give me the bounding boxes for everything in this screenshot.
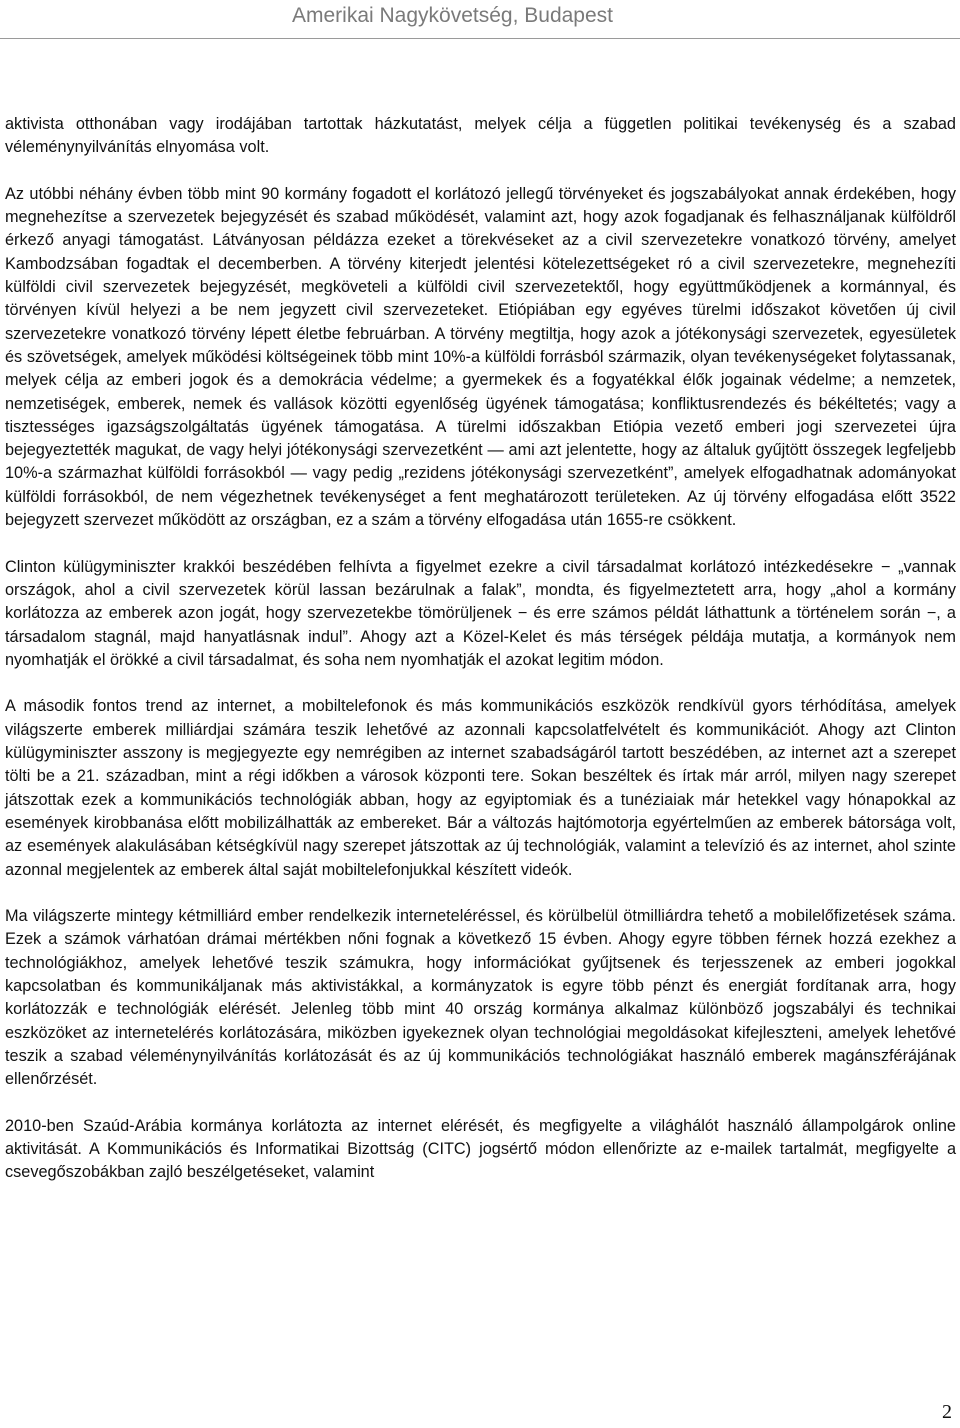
paragraph: Az utóbbi néhány évben több mint 90 kormány fogadott el korlátozó jellegű törvényeket és jogszabályokat annak érdekében, hogy megnehezítse a szervezetek bejegyzését és szabad működését, valamint azt, hogy azok fogadjanak és felhasználjanak külföldről érkező anyagi támogatást. Látványosan példázza ezeket a törekvéseket az a civil szervezetekre vonatkozó törvény, amelyet Kambodzsában fogadtak el decemberben. A törvény kiterjedt jelentési kötelezettségeket ró a civil szervezetekre, megnehezíti külföldi civil szervezetek bejegyzését, megköveteli a külföldi civil szervezetektől, hogy együttműködjenek a kormánnyal, és törvényen kívül helyezi a be nem jegyzett civil szervezeteket. Etiópiában egy egyéves türelmi időszakot követően új civil szervezetekre vonatkozó törvény lépett életbe februárban. A törvény megtiltja, hogy azok a jótékonysági szervezetek, egyesületek és szövetségek, amelyek működési költségeinek több mint 10%-a külföldi forrásból származik, olyan tevékenységeket folytassanak, melyek célja az emberi jogok és a demokrácia védelme; a gyermekek és a fogyatékkal élők jogainak védelme; a nemzetek, nemzetiségek, emberek, nemek és vallások közötti egyenlőség ügyének támogatása; konfliktusrendezés és békéltetés; vagy a tisztességes igazságszolgáltatás ügyének támogatása. A türelmi időszakban Etiópia vezető emberi jogi szervezetei újra bejegyeztették magukat, de vagy helyi jótékonysági szervezetként — ami azt jelentette, hogy az általuk gyűjtött összegek legfeljebb 10%-a származhat külföldi forrásokból — vagy pedig „rezidens jótékonysági szervezetként”, amelyek elfogadhatnak adományokat külföldi forrásokból, de nem végezhetnek tevékenységet a fent meghatározott területeken. Az új törvény elfogadása előtt 3522 bejegyzett szervezet működött az országban, ez a szám a törvény elfogadása után 1655-re csökkent. bbox=[5, 184, 956, 530]
paragraph: Clinton külügyminiszter krakkói beszédében felhívta a figyelmet ezekre a civil társadalmat korlátozó intézkedésekre − „vannak országok, ahol a civil szervezetek körül lassan bezárulnak a falak”, mondta, és figyelmeztetett arra, hogy „ahol a kormány korlátozza az emberek azon jogát, hogy szervezetekbe tömörüljenek − és erre számos példát láthattunk a történelem során −, a társadalom stagnál, majd hanyatlásnak indul”. Ahogy azt a Közel-Kelet és más térségek példája mutatja, a kormányok nem nyomhatják el örökké a civil társadalmat, és soha nem nyomhatják el azokat legitim módon. bbox=[5, 557, 956, 669]
paragraph: 2010-ben Szaúd-Arábia kormánya korlátozta az internet elérését, és megfigyelte a világhálót használó állampolgárok online aktivitását. A Kommunikációs és Informatikai Bizottság (CITC) jogsértő módon ellenőrizte az e-mailek tartalmát, megfigyelte a csevegőszobákban zajló beszélgetéseket, valamint bbox=[5, 1116, 956, 1182]
paragraph: A második fontos trend az internet, a mobiltelefonok és más kommunikációs eszközök rendkívül gyors térhódítása, amelyek világszerte emberek milliárdjai számára teszik lehetővé az azonnali kapcsolatfelvételt és kommunikációt. Ahogy azt Clinton külügyminiszter asszony is megjegyezte egy nemrégiben az internet szabadságáról tartott beszédében, az internet azt a szerepet tölti be a 21. században, mint a régi időkben a városok központi tere. Sokan beszéltek és írtak már arról, milyen nagy szerepet játszottak ezek a kommunikációs technológiák abban, hogy az egyiptomiak és a tunéziaiak már hetekkel vagy hónapokkal az események kirobbanása előtt mobilizálhatták az embereket. Bár a változás hajtómotorja egyértelműen az emberek bátorsága volt, az események alakulásában kétségkívül nagy szerepet játszottak az új technológiák, valamint a televízió és az internet, ahol szinte azonnal megjelentek az emberek által saját mobiltelefonjukkal készített videók. bbox=[5, 697, 956, 879]
paragraph: Ma világszerte mintegy kétmilliárd ember rendelkezik interneteléréssel, és körülbelül ötmilliárdra tehető a mobilelőfizetések száma. Ezek a számok várhatóan drámai mértékben nőni fognak a következő 15 évben. Ahogy egyre többen férnek hozzá ezekhez a technológiákhoz, amelyek lehetővé teszik számukra, hogy információkat gyűjtsenek és terjesszenek az emberi jogokkal kapcsolatban és kommunikáljanak más aktivistákkal, a kormányzatok is egyre több pénzt és energiát fordítanak arra, hogy korlátozzák e technológiák elérését. Jelenleg több mint 40 ország kormánya alkalmaz különböző jogszabályi és technikai eszközöket az internetelérés korlátozására, miközben igyekeznek olyan technológiai megoldásokat kifejleszteni, amelyek lehetővé teszik a szabad véleménynyilvánítás korlátozását és az új kommunikációs technológiákat használó emberek magánszférájának ellenőrzését. bbox=[5, 907, 956, 1089]
header-divider bbox=[0, 38, 960, 39]
page-header bbox=[0, 0, 960, 36]
body-text bbox=[5, 113, 956, 1208]
page-number: 2 bbox=[942, 1401, 952, 1423]
header-title: Amerikai Nagykövetség, Budapest bbox=[292, 4, 613, 27]
paragraph: aktivista otthonában vagy irodájában tartottak házkutatást, melyek célja a független politikai tevékenység és a szabad véleménynyilvánítás elnyomása volt. bbox=[5, 115, 956, 157]
